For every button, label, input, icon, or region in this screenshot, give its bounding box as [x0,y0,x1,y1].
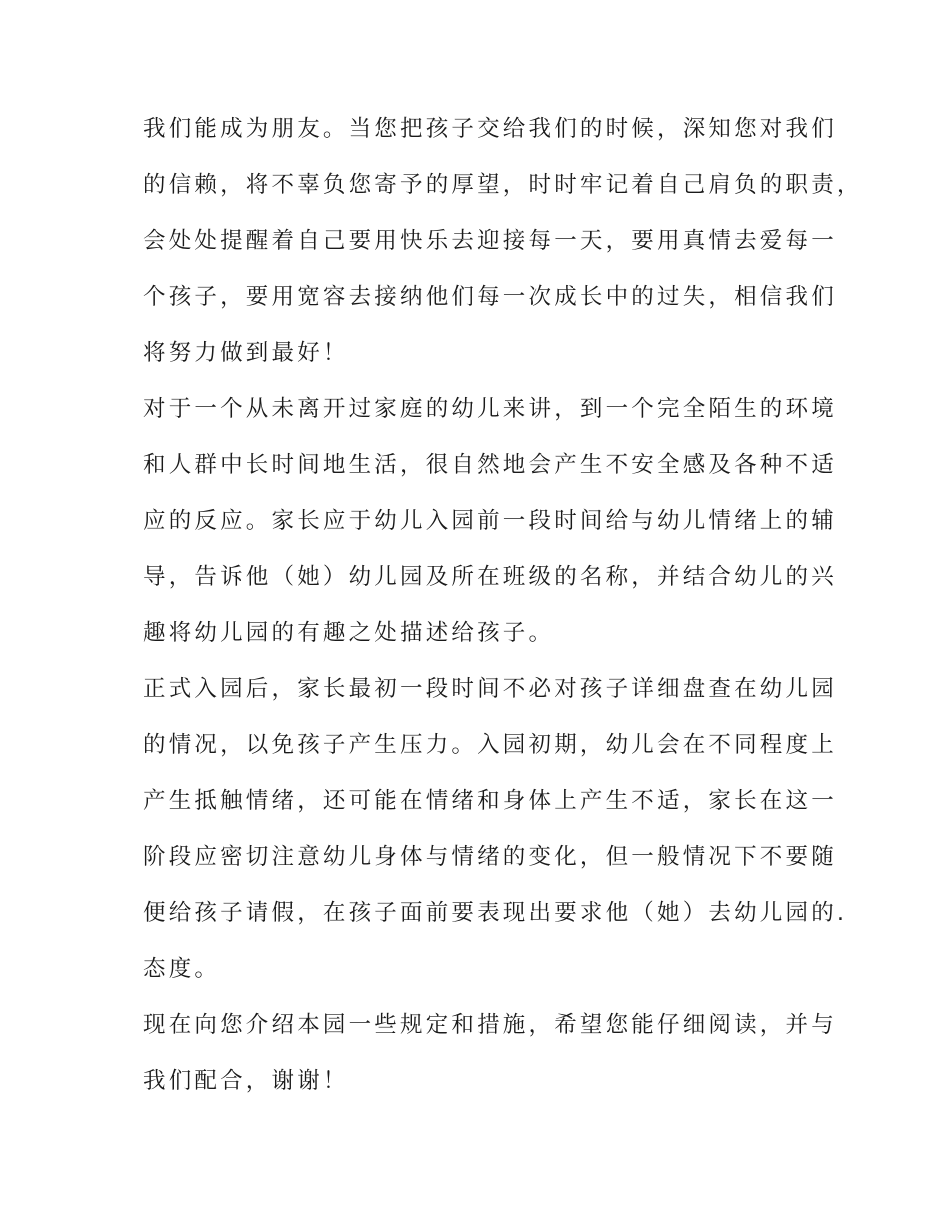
text-line: 态度。 [143,956,221,982]
text-line: 趣将幼儿园的有趣之处描述给孩子。 [143,620,555,646]
text-line: 将努力做到最好！ [143,340,349,366]
text-line: 我们能成为朋友。当您把孩子交给我们的时候，深知您对我们 [143,116,837,142]
text-line: 导，告诉他（她）幼儿园及所在班级的名称，并结合幼儿的兴 [143,564,837,590]
text-line: 会处处提醒着自己要用快乐去迎接每一天，要用真情去爱每一 [143,228,837,254]
text-line: 我们配合，谢谢！ [143,1068,349,1094]
text-line: 产生抵触情绪，还可能在情绪和身体上产生不适，家长在这一 [143,788,837,814]
text-line: 的信赖，将不辜负您寄予的厚望，时时牢记着自己肩负的职责， [143,172,863,198]
text-line: 个孩子，要用宽容去接纳他们每一次成长中的过失，相信我们 [143,284,837,310]
text-line: 和人群中长时间地生活，很自然地会产生不安全感及各种不适 [143,452,837,478]
text-line: 的情况，以免孩子产生压力。入园初期，幼儿会在不同程度上 [143,732,837,758]
text-line: 现在向您介绍本园一些规定和措施，希望您能仔细阅读，并与 [143,1012,837,1038]
text-line: 阶段应密切注意幼儿身体与情绪的变化，但一般情况下不要随 [143,844,837,870]
text-line: 对于一个从未离开过家庭的幼儿来讲，到一个完全陌生的环境 [143,396,837,422]
text-line: 便给孩子请假，在孩子面前要表现出要求他（她）去幼儿园的. [143,900,848,926]
text-line: 正式入园后，家长最初一段时间不必对孩子详细盘查在幼儿园 [143,676,837,702]
text-line: 应的反应。家长应于幼儿入园前一段时间给与幼儿情绪上的辅 [143,508,837,534]
